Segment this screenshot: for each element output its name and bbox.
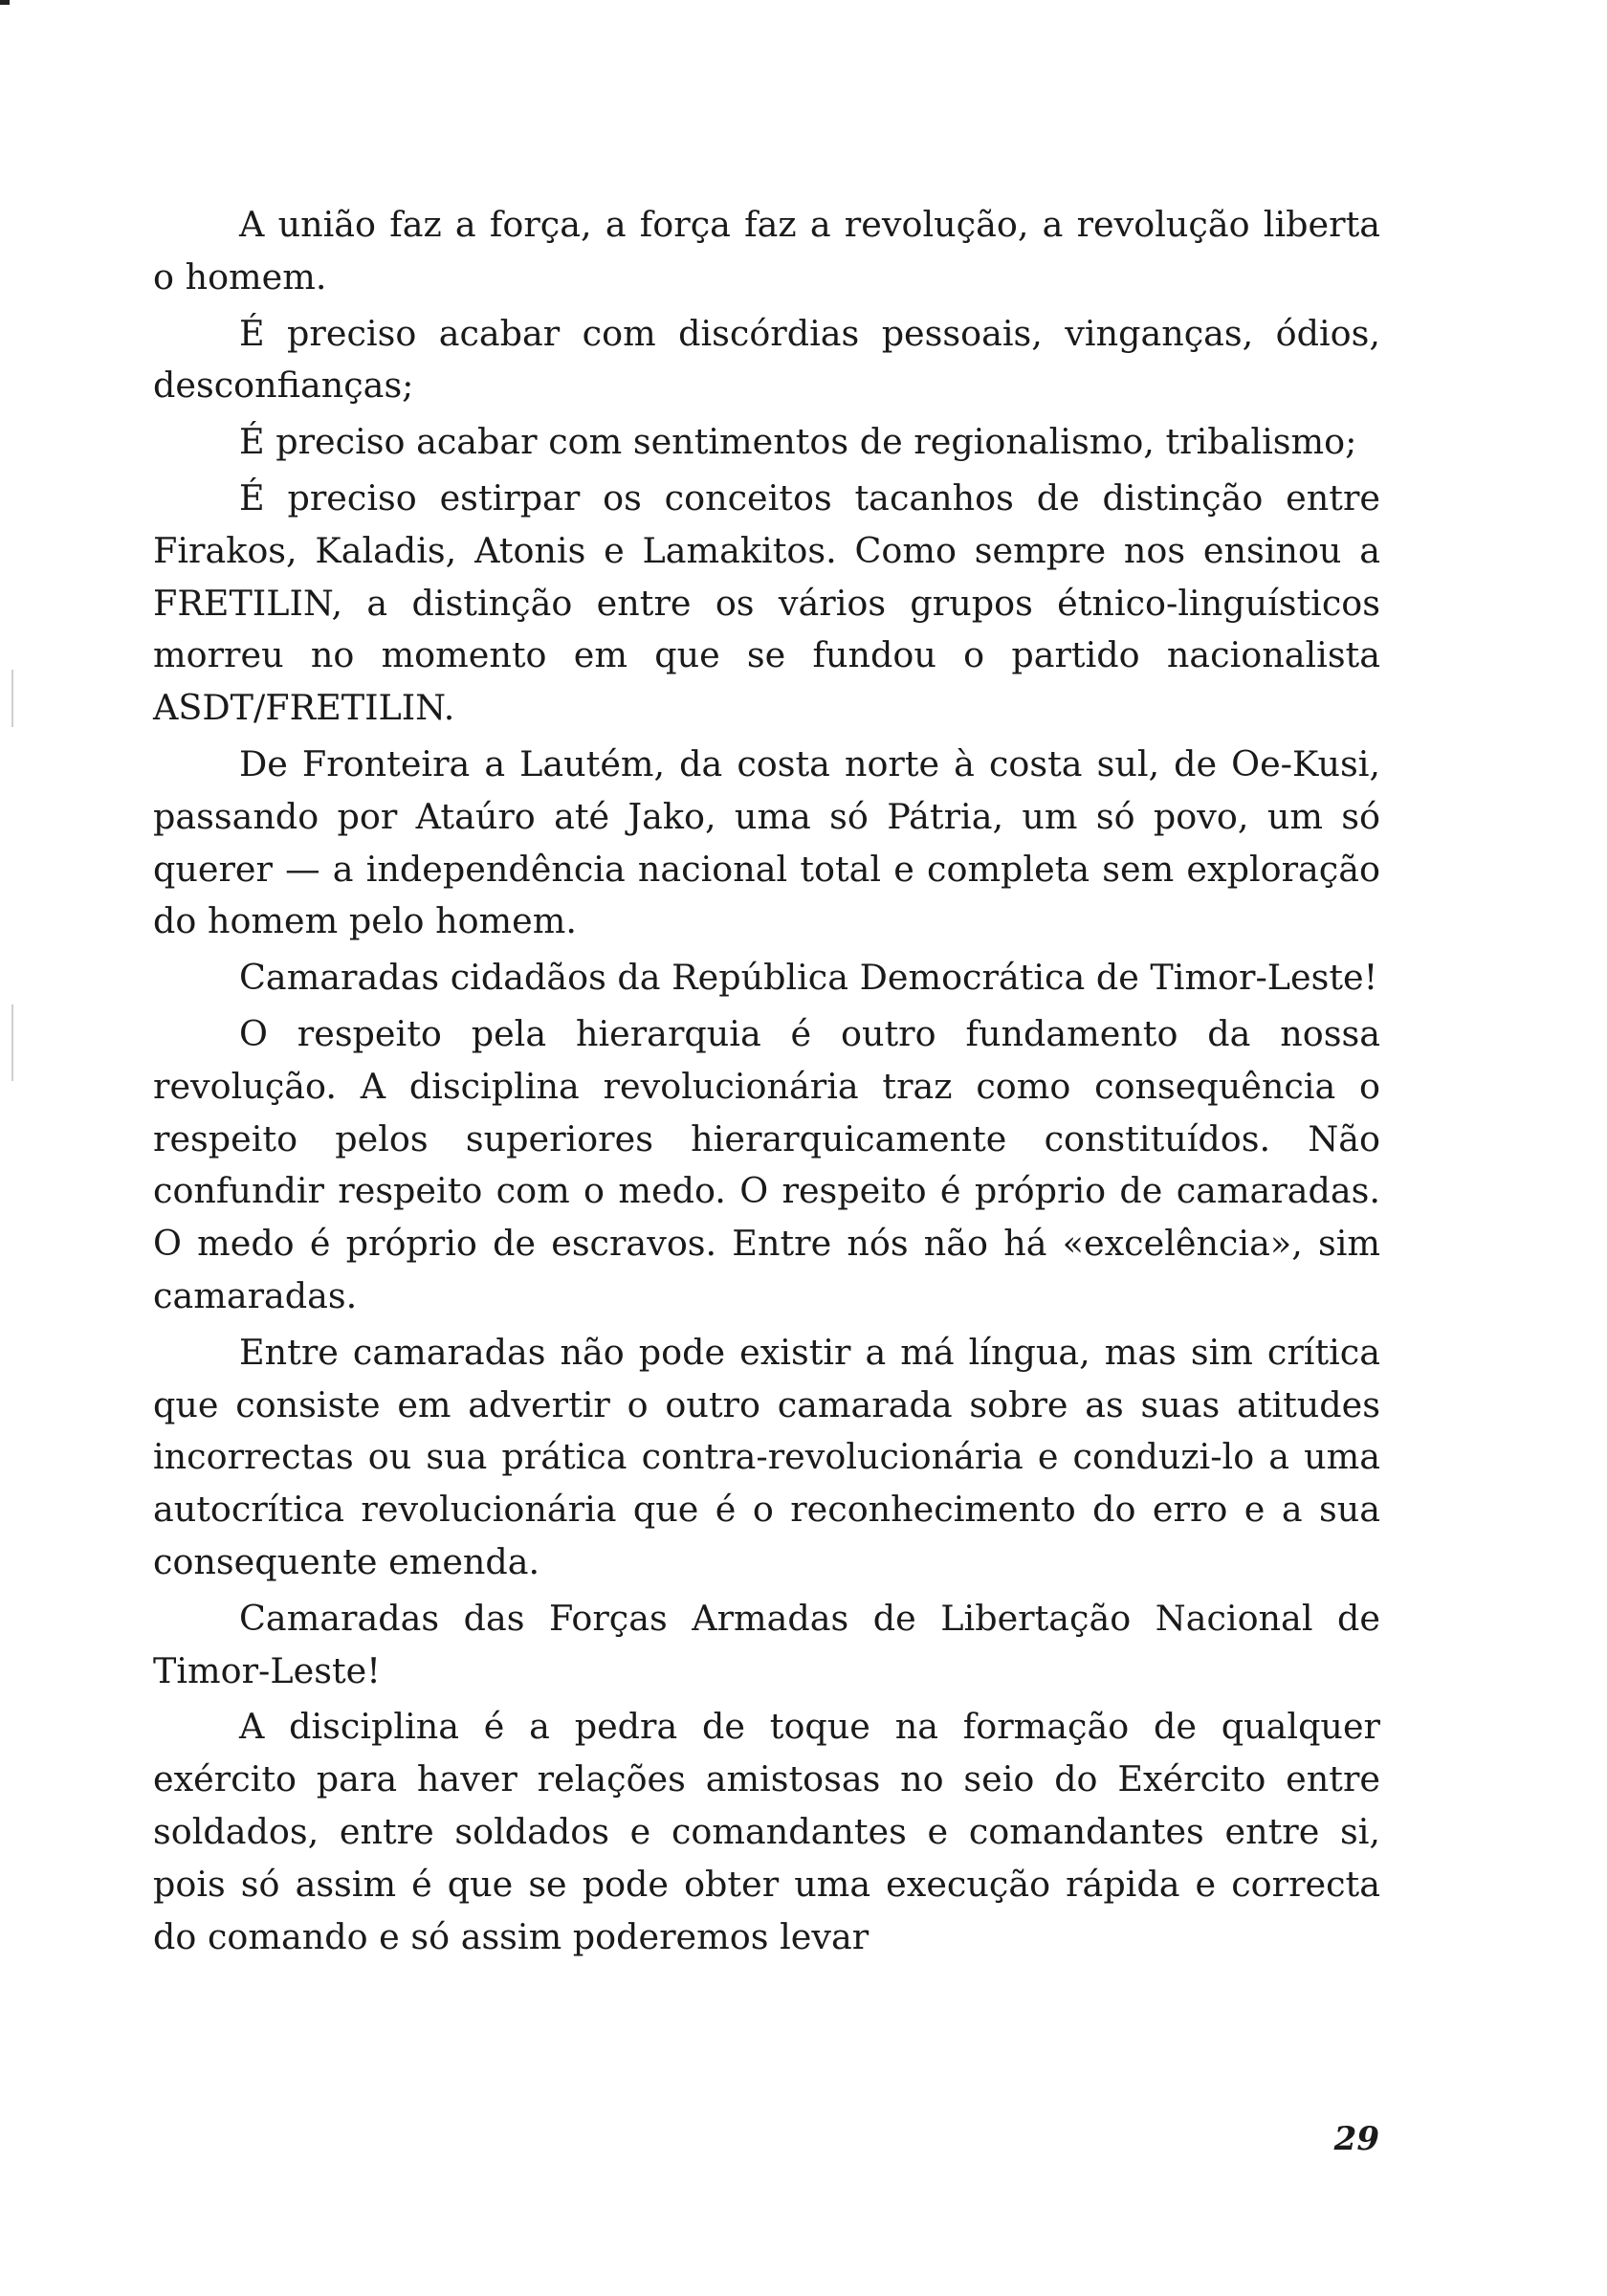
paragraph: A disciplina é a pedra de toque na formação de qualquer exército para haver relações amistosas no seio do Exército entre soldados, entre soldados e comandantes e comandantes entre si, pois só assim é que se pode obter uma execução rápida e correcta do comando e só assim poderemos levar — [153, 1706, 1380, 1957]
paragraph: De Fronteira a Lautém, da costa norte à costa sul, de Oe-Kusi, passando por Ataúro até Jako, uma só Pátria, um só povo, um só querer — a independência nacional total e completa sem exploração do homem pelo homem. — [153, 742, 1380, 942]
paragraph: Camaradas cidadãos da República Democrática de Timor-Leste! — [239, 957, 1378, 999]
scan-speck — [11, 670, 13, 727]
paragraph: A união faz a força, a força faz a revolução, a revolução liberta o homem. — [153, 204, 1380, 298]
paragraph: É preciso estirpar os conceitos tacanhos de distinção entre Firakos, Kaladis, Atonis e Lamakitos. Como sempre nos ensinou a FRETILIN, a distinção entre os vários grupos étnico-linguísticos morreu no momento em que se fundou o partido nacionalista ASDT/FRETILIN. — [153, 476, 1380, 729]
paragraph: É preciso acabar com sentimentos de regionalismo, tribalismo; — [239, 421, 1357, 463]
paragraph: O respeito pela hierarquia é outro fundamento da nossa revolução. A disciplina revolucionária traz como consequência o respeito pelos superiores hierarquicamente constituídos. Não confundir respeito com o medo. O respeito é próprio de camaradas. O medo é próprio de escravos. Entre nós não há «excelência», sim camaradas. — [153, 1012, 1380, 1316]
scan-speck — [11, 1004, 13, 1081]
paragraph: É preciso acabar com discórdias pessoais, vinganças, ódios, desconfianças; — [153, 312, 1380, 407]
paragraph: Entre camaradas não pode existir a má língua, mas sim crítica que consiste em advertir o outro camarada sobre as suas atitudes incorrectas ou sua prática contra-revolucionária e conduzi-lo a uma autocrítica revolucionária que é o reconhecimento do erro e a sua consequente emenda. — [153, 1331, 1380, 1582]
scan-corner-mark — [0, 0, 10, 5]
page-number: 29 — [1333, 2120, 1379, 2158]
paragraph: Camaradas das Forças Armadas de Libertação Nacional de Timor-Leste! — [153, 1597, 1380, 1691]
page-body — [153, 199, 1380, 1967]
